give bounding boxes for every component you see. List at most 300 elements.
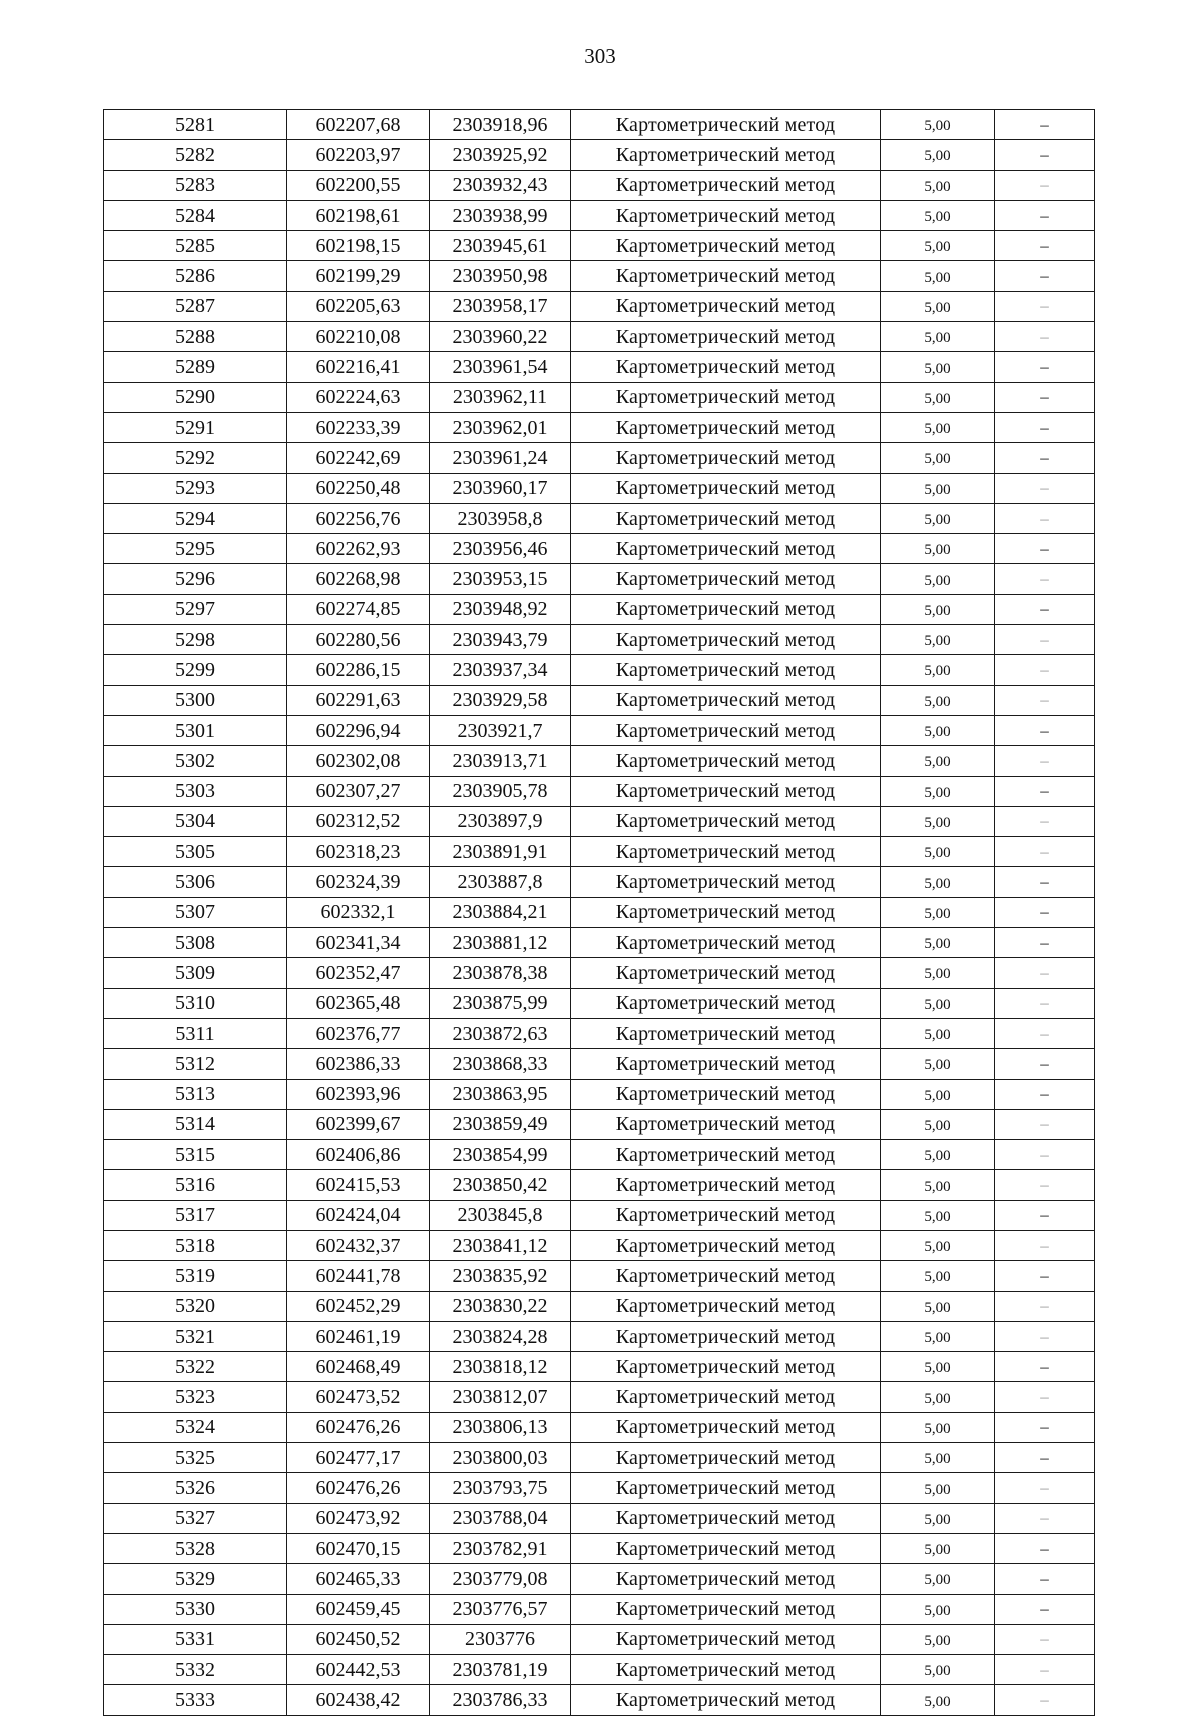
table-row bbox=[104, 1503, 1095, 1533]
method-cell: Картометрический метод bbox=[571, 200, 881, 230]
table-row bbox=[104, 958, 1095, 988]
y-coordinate-cell: 2303958,8 bbox=[430, 503, 571, 533]
accuracy-cell: 5,00 bbox=[881, 534, 995, 564]
page-number: 303 bbox=[584, 44, 616, 68]
note-cell: – bbox=[995, 1443, 1095, 1473]
note-cell: – bbox=[995, 170, 1095, 200]
point-number-cell: 5319 bbox=[104, 1261, 287, 1291]
accuracy-cell: 5,00 bbox=[881, 958, 995, 988]
y-coordinate-cell: 2303960,17 bbox=[430, 473, 571, 503]
table-row bbox=[104, 1412, 1095, 1442]
point-number-cell: 5294 bbox=[104, 503, 287, 533]
x-coordinate-cell: 602198,15 bbox=[287, 231, 430, 261]
point-number-cell: 5291 bbox=[104, 412, 287, 442]
accuracy-cell: 5,00 bbox=[881, 110, 995, 140]
y-coordinate-cell: 2303905,78 bbox=[430, 776, 571, 806]
x-coordinate-cell: 602459,45 bbox=[287, 1594, 430, 1624]
y-coordinate-cell: 2303779,08 bbox=[430, 1564, 571, 1594]
table-row bbox=[104, 1170, 1095, 1200]
x-coordinate-cell: 602207,68 bbox=[287, 110, 430, 140]
accuracy-cell: 5,00 bbox=[881, 625, 995, 655]
method-cell: Картометрический метод bbox=[571, 837, 881, 867]
accuracy-cell: 5,00 bbox=[881, 261, 995, 291]
accuracy-cell: 5,00 bbox=[881, 1382, 995, 1412]
x-coordinate-cell: 602432,37 bbox=[287, 1230, 430, 1260]
x-coordinate-cell: 602450,52 bbox=[287, 1624, 430, 1654]
table-row bbox=[104, 746, 1095, 776]
accuracy-cell: 5,00 bbox=[881, 200, 995, 230]
point-number-cell: 5333 bbox=[104, 1685, 287, 1715]
note-cell: – bbox=[995, 443, 1095, 473]
point-number-cell: 5299 bbox=[104, 655, 287, 685]
note-cell: – bbox=[995, 867, 1095, 897]
x-coordinate-cell: 602291,63 bbox=[287, 685, 430, 715]
y-coordinate-cell: 2303956,46 bbox=[430, 534, 571, 564]
note-cell: – bbox=[995, 1503, 1095, 1533]
table-row bbox=[104, 322, 1095, 352]
point-number-cell: 5314 bbox=[104, 1109, 287, 1139]
y-coordinate-cell: 2303929,58 bbox=[430, 685, 571, 715]
table-row bbox=[104, 625, 1095, 655]
accuracy-cell: 5,00 bbox=[881, 1533, 995, 1563]
point-number-cell: 5286 bbox=[104, 261, 287, 291]
note-cell: – bbox=[995, 322, 1095, 352]
method-cell: Картометрический метод bbox=[571, 1473, 881, 1503]
y-coordinate-cell: 2303884,21 bbox=[430, 897, 571, 927]
point-number-cell: 5329 bbox=[104, 1564, 287, 1594]
table-row bbox=[104, 1018, 1095, 1048]
x-coordinate-cell: 602280,56 bbox=[287, 625, 430, 655]
accuracy-cell: 5,00 bbox=[881, 897, 995, 927]
method-cell: Картометрический метод bbox=[571, 1412, 881, 1442]
accuracy-cell: 5,00 bbox=[881, 564, 995, 594]
method-cell: Картометрический метод bbox=[571, 867, 881, 897]
method-cell: Картометрический метод bbox=[571, 170, 881, 200]
table-row bbox=[104, 1109, 1095, 1139]
accuracy-cell: 5,00 bbox=[881, 352, 995, 382]
table-row bbox=[104, 564, 1095, 594]
y-coordinate-cell: 2303938,99 bbox=[430, 200, 571, 230]
y-coordinate-cell: 2303925,92 bbox=[430, 140, 571, 170]
note-cell: – bbox=[995, 1079, 1095, 1109]
table-row bbox=[104, 231, 1095, 261]
x-coordinate-cell: 602332,1 bbox=[287, 897, 430, 927]
note-cell: – bbox=[995, 594, 1095, 624]
y-coordinate-cell: 2303943,79 bbox=[430, 625, 571, 655]
method-cell: Картометрический метод bbox=[571, 625, 881, 655]
note-cell: – bbox=[995, 1533, 1095, 1563]
point-number-cell: 5296 bbox=[104, 564, 287, 594]
method-cell: Картометрический метод bbox=[571, 806, 881, 836]
y-coordinate-cell: 2303913,71 bbox=[430, 746, 571, 776]
note-cell: – bbox=[995, 200, 1095, 230]
accuracy-cell: 5,00 bbox=[881, 1140, 995, 1170]
note-cell: – bbox=[995, 1473, 1095, 1503]
y-coordinate-cell: 2303872,63 bbox=[430, 1018, 571, 1048]
method-cell: Картометрический метод bbox=[571, 412, 881, 442]
note-cell: – bbox=[995, 1412, 1095, 1442]
accuracy-cell: 5,00 bbox=[881, 382, 995, 412]
accuracy-cell: 5,00 bbox=[881, 1503, 995, 1533]
table-row bbox=[104, 534, 1095, 564]
y-coordinate-cell: 2303781,19 bbox=[430, 1655, 571, 1685]
note-cell: – bbox=[995, 1261, 1095, 1291]
table-row bbox=[104, 261, 1095, 291]
note-cell: – bbox=[995, 1018, 1095, 1048]
point-number-cell: 5293 bbox=[104, 473, 287, 503]
accuracy-cell: 5,00 bbox=[881, 1261, 995, 1291]
note-cell: – bbox=[995, 1685, 1095, 1715]
point-number-cell: 5315 bbox=[104, 1140, 287, 1170]
accuracy-cell: 5,00 bbox=[881, 715, 995, 745]
y-coordinate-cell: 2303782,91 bbox=[430, 1533, 571, 1563]
x-coordinate-cell: 602250,48 bbox=[287, 473, 430, 503]
x-coordinate-cell: 602386,33 bbox=[287, 1049, 430, 1079]
note-cell: – bbox=[995, 1291, 1095, 1321]
x-coordinate-cell: 602210,08 bbox=[287, 322, 430, 352]
table-row bbox=[104, 1685, 1095, 1715]
note-cell: – bbox=[995, 382, 1095, 412]
note-cell: – bbox=[995, 897, 1095, 927]
note-cell: – bbox=[995, 1140, 1095, 1170]
note-cell: – bbox=[995, 746, 1095, 776]
note-cell: – bbox=[995, 534, 1095, 564]
note-cell: – bbox=[995, 1352, 1095, 1382]
note-cell: – bbox=[995, 928, 1095, 958]
y-coordinate-cell: 2303961,54 bbox=[430, 352, 571, 382]
x-coordinate-cell: 602318,23 bbox=[287, 837, 430, 867]
method-cell: Картометрический метод bbox=[571, 1079, 881, 1109]
method-cell: Картометрический метод bbox=[571, 1655, 881, 1685]
method-cell: Картометрический метод bbox=[571, 473, 881, 503]
accuracy-cell: 5,00 bbox=[881, 1655, 995, 1685]
table-row bbox=[104, 503, 1095, 533]
point-number-cell: 5287 bbox=[104, 291, 287, 321]
method-cell: Картометрический метод bbox=[571, 564, 881, 594]
y-coordinate-cell: 2303918,96 bbox=[430, 110, 571, 140]
note-cell: – bbox=[995, 291, 1095, 321]
table-row bbox=[104, 200, 1095, 230]
y-coordinate-cell: 2303932,43 bbox=[430, 170, 571, 200]
accuracy-cell: 5,00 bbox=[881, 140, 995, 170]
point-number-cell: 5332 bbox=[104, 1655, 287, 1685]
y-coordinate-cell: 2303921,7 bbox=[430, 715, 571, 745]
y-coordinate-cell: 2303812,07 bbox=[430, 1382, 571, 1412]
table-row bbox=[104, 1655, 1095, 1685]
x-coordinate-cell: 602476,26 bbox=[287, 1412, 430, 1442]
table-row bbox=[104, 928, 1095, 958]
note-cell: – bbox=[995, 140, 1095, 170]
x-coordinate-cell: 602198,61 bbox=[287, 200, 430, 230]
method-cell: Картометрический метод bbox=[571, 1624, 881, 1654]
method-cell: Картометрический метод bbox=[571, 1564, 881, 1594]
point-number-cell: 5309 bbox=[104, 958, 287, 988]
x-coordinate-cell: 602465,33 bbox=[287, 1564, 430, 1594]
note-cell: – bbox=[995, 1655, 1095, 1685]
x-coordinate-cell: 602441,78 bbox=[287, 1261, 430, 1291]
method-cell: Картометрический метод bbox=[571, 503, 881, 533]
point-number-cell: 5323 bbox=[104, 1382, 287, 1412]
x-coordinate-cell: 602473,52 bbox=[287, 1382, 430, 1412]
x-coordinate-cell: 602242,69 bbox=[287, 443, 430, 473]
accuracy-cell: 5,00 bbox=[881, 685, 995, 715]
table-row bbox=[104, 382, 1095, 412]
table-row bbox=[104, 1049, 1095, 1079]
x-coordinate-cell: 602302,08 bbox=[287, 746, 430, 776]
point-number-cell: 5284 bbox=[104, 200, 287, 230]
x-coordinate-cell: 602477,17 bbox=[287, 1443, 430, 1473]
accuracy-cell: 5,00 bbox=[881, 1049, 995, 1079]
table-row bbox=[104, 806, 1095, 836]
point-number-cell: 5331 bbox=[104, 1624, 287, 1654]
note-cell: – bbox=[995, 1200, 1095, 1230]
note-cell: – bbox=[995, 473, 1095, 503]
table-row bbox=[104, 1564, 1095, 1594]
x-coordinate-cell: 602216,41 bbox=[287, 352, 430, 382]
y-coordinate-cell: 2303875,99 bbox=[430, 988, 571, 1018]
point-number-cell: 5305 bbox=[104, 837, 287, 867]
method-cell: Картометрический метод bbox=[571, 897, 881, 927]
method-cell: Картометрический метод bbox=[571, 352, 881, 382]
note-cell: – bbox=[995, 1109, 1095, 1139]
table-row bbox=[104, 1200, 1095, 1230]
accuracy-cell: 5,00 bbox=[881, 503, 995, 533]
table-row bbox=[104, 110, 1095, 140]
table-row bbox=[104, 1473, 1095, 1503]
note-cell: – bbox=[995, 352, 1095, 382]
method-cell: Картометрический метод bbox=[571, 443, 881, 473]
point-number-cell: 5326 bbox=[104, 1473, 287, 1503]
method-cell: Картометрический метод bbox=[571, 1049, 881, 1079]
point-number-cell: 5304 bbox=[104, 806, 287, 836]
point-number-cell: 5310 bbox=[104, 988, 287, 1018]
method-cell: Картометрический метод bbox=[571, 140, 881, 170]
table-row bbox=[104, 594, 1095, 624]
accuracy-cell: 5,00 bbox=[881, 837, 995, 867]
table-row bbox=[104, 1352, 1095, 1382]
point-number-cell: 5303 bbox=[104, 776, 287, 806]
x-coordinate-cell: 602415,53 bbox=[287, 1170, 430, 1200]
accuracy-cell: 5,00 bbox=[881, 1109, 995, 1139]
point-number-cell: 5330 bbox=[104, 1594, 287, 1624]
method-cell: Картометрический метод bbox=[571, 1352, 881, 1382]
note-cell: – bbox=[995, 715, 1095, 745]
x-coordinate-cell: 602406,86 bbox=[287, 1140, 430, 1170]
x-coordinate-cell: 602307,27 bbox=[287, 776, 430, 806]
point-number-cell: 5288 bbox=[104, 322, 287, 352]
method-cell: Картометрический метод bbox=[571, 261, 881, 291]
y-coordinate-cell: 2303776 bbox=[430, 1624, 571, 1654]
accuracy-cell: 5,00 bbox=[881, 776, 995, 806]
method-cell: Картометрический метод bbox=[571, 1018, 881, 1048]
point-number-cell: 5297 bbox=[104, 594, 287, 624]
table-row bbox=[104, 1140, 1095, 1170]
method-cell: Картометрический метод bbox=[571, 594, 881, 624]
note-cell: – bbox=[995, 1564, 1095, 1594]
y-coordinate-cell: 2303937,34 bbox=[430, 655, 571, 685]
y-coordinate-cell: 2303863,95 bbox=[430, 1079, 571, 1109]
method-cell: Картометрический метод bbox=[571, 1291, 881, 1321]
y-coordinate-cell: 2303824,28 bbox=[430, 1321, 571, 1351]
x-coordinate-cell: 602352,47 bbox=[287, 958, 430, 988]
table-row bbox=[104, 867, 1095, 897]
accuracy-cell: 5,00 bbox=[881, 1564, 995, 1594]
y-coordinate-cell: 2303950,98 bbox=[430, 261, 571, 291]
note-cell: – bbox=[995, 958, 1095, 988]
x-coordinate-cell: 602473,92 bbox=[287, 1503, 430, 1533]
note-cell: – bbox=[995, 231, 1095, 261]
accuracy-cell: 5,00 bbox=[881, 1291, 995, 1321]
accuracy-cell: 5,00 bbox=[881, 1079, 995, 1109]
note-cell: – bbox=[995, 1594, 1095, 1624]
y-coordinate-cell: 2303958,17 bbox=[430, 291, 571, 321]
method-cell: Картометрический метод bbox=[571, 1443, 881, 1473]
point-number-cell: 5289 bbox=[104, 352, 287, 382]
method-cell: Картометрический метод bbox=[571, 746, 881, 776]
method-cell: Картометрический метод bbox=[571, 685, 881, 715]
point-number-cell: 5313 bbox=[104, 1079, 287, 1109]
y-coordinate-cell: 2303945,61 bbox=[430, 231, 571, 261]
point-number-cell: 5308 bbox=[104, 928, 287, 958]
point-number-cell: 5282 bbox=[104, 140, 287, 170]
y-coordinate-cell: 2303841,12 bbox=[430, 1230, 571, 1260]
y-coordinate-cell: 2303830,22 bbox=[430, 1291, 571, 1321]
table-row bbox=[104, 140, 1095, 170]
method-cell: Картометрический метод bbox=[571, 382, 881, 412]
x-coordinate-cell: 602262,93 bbox=[287, 534, 430, 564]
method-cell: Картометрический метод bbox=[571, 928, 881, 958]
accuracy-cell: 5,00 bbox=[881, 1412, 995, 1442]
point-number-cell: 5283 bbox=[104, 170, 287, 200]
accuracy-cell: 5,00 bbox=[881, 1473, 995, 1503]
x-coordinate-cell: 602312,52 bbox=[287, 806, 430, 836]
point-number-cell: 5317 bbox=[104, 1200, 287, 1230]
method-cell: Картометрический метод bbox=[571, 231, 881, 261]
method-cell: Картометрический метод bbox=[571, 1382, 881, 1412]
accuracy-cell: 5,00 bbox=[881, 594, 995, 624]
note-cell: – bbox=[995, 412, 1095, 442]
point-number-cell: 5307 bbox=[104, 897, 287, 927]
table-row bbox=[104, 1321, 1095, 1351]
point-number-cell: 5312 bbox=[104, 1049, 287, 1079]
note-cell: – bbox=[995, 503, 1095, 533]
accuracy-cell: 5,00 bbox=[881, 867, 995, 897]
note-cell: – bbox=[995, 625, 1095, 655]
x-coordinate-cell: 602296,94 bbox=[287, 715, 430, 745]
table-row bbox=[104, 170, 1095, 200]
y-coordinate-cell: 2303868,33 bbox=[430, 1049, 571, 1079]
table-row bbox=[104, 1079, 1095, 1109]
y-coordinate-cell: 2303961,24 bbox=[430, 443, 571, 473]
table-row bbox=[104, 412, 1095, 442]
table-row bbox=[104, 685, 1095, 715]
point-number-cell: 5328 bbox=[104, 1533, 287, 1563]
note-cell: – bbox=[995, 1321, 1095, 1351]
accuracy-cell: 5,00 bbox=[881, 1594, 995, 1624]
method-cell: Картометрический метод bbox=[571, 715, 881, 745]
y-coordinate-cell: 2303878,38 bbox=[430, 958, 571, 988]
x-coordinate-cell: 602461,19 bbox=[287, 1321, 430, 1351]
method-cell: Картометрический метод bbox=[571, 1109, 881, 1139]
y-coordinate-cell: 2303891,91 bbox=[430, 837, 571, 867]
y-coordinate-cell: 2303786,33 bbox=[430, 1685, 571, 1715]
accuracy-cell: 5,00 bbox=[881, 746, 995, 776]
point-number-cell: 5295 bbox=[104, 534, 287, 564]
method-cell: Картометрический метод bbox=[571, 1533, 881, 1563]
table-row bbox=[104, 473, 1095, 503]
point-number-cell: 5316 bbox=[104, 1170, 287, 1200]
x-coordinate-cell: 602424,04 bbox=[287, 1200, 430, 1230]
x-coordinate-cell: 602233,39 bbox=[287, 412, 430, 442]
y-coordinate-cell: 2303887,8 bbox=[430, 867, 571, 897]
note-cell: – bbox=[995, 685, 1095, 715]
x-coordinate-cell: 602274,85 bbox=[287, 594, 430, 624]
point-number-cell: 5300 bbox=[104, 685, 287, 715]
point-number-cell: 5321 bbox=[104, 1321, 287, 1351]
method-cell: Картометрический метод bbox=[571, 958, 881, 988]
point-number-cell: 5302 bbox=[104, 746, 287, 776]
x-coordinate-cell: 602468,49 bbox=[287, 1352, 430, 1382]
accuracy-cell: 5,00 bbox=[881, 473, 995, 503]
accuracy-cell: 5,00 bbox=[881, 1352, 995, 1382]
table-row bbox=[104, 1533, 1095, 1563]
method-cell: Картометрический метод bbox=[571, 1685, 881, 1715]
y-coordinate-cell: 2303960,22 bbox=[430, 322, 571, 352]
x-coordinate-cell: 602256,76 bbox=[287, 503, 430, 533]
note-cell: – bbox=[995, 837, 1095, 867]
coordinates-table bbox=[103, 109, 1095, 1716]
y-coordinate-cell: 2303818,12 bbox=[430, 1352, 571, 1382]
table-row bbox=[104, 1291, 1095, 1321]
point-number-cell: 5325 bbox=[104, 1443, 287, 1473]
method-cell: Картометрический метод bbox=[571, 655, 881, 685]
y-coordinate-cell: 2303845,8 bbox=[430, 1200, 571, 1230]
note-cell: – bbox=[995, 1624, 1095, 1654]
y-coordinate-cell: 2303897,9 bbox=[430, 806, 571, 836]
accuracy-cell: 5,00 bbox=[881, 1685, 995, 1715]
method-cell: Картометрический метод bbox=[571, 776, 881, 806]
accuracy-cell: 5,00 bbox=[881, 231, 995, 261]
accuracy-cell: 5,00 bbox=[881, 1624, 995, 1654]
x-coordinate-cell: 602470,15 bbox=[287, 1533, 430, 1563]
table-row bbox=[104, 715, 1095, 745]
y-coordinate-cell: 2303835,92 bbox=[430, 1261, 571, 1291]
point-number-cell: 5324 bbox=[104, 1412, 287, 1442]
method-cell: Картометрический метод bbox=[571, 1170, 881, 1200]
table-row bbox=[104, 1624, 1095, 1654]
method-cell: Картометрический метод bbox=[571, 1200, 881, 1230]
note-cell: – bbox=[995, 655, 1095, 685]
y-coordinate-cell: 2303953,15 bbox=[430, 564, 571, 594]
coordinates-table-body bbox=[104, 110, 1095, 1716]
point-number-cell: 5290 bbox=[104, 382, 287, 412]
x-coordinate-cell: 602268,98 bbox=[287, 564, 430, 594]
x-coordinate-cell: 602199,29 bbox=[287, 261, 430, 291]
x-coordinate-cell: 602286,15 bbox=[287, 655, 430, 685]
note-cell: – bbox=[995, 1049, 1095, 1079]
table-row bbox=[104, 1230, 1095, 1260]
x-coordinate-cell: 602442,53 bbox=[287, 1655, 430, 1685]
accuracy-cell: 5,00 bbox=[881, 806, 995, 836]
note-cell: – bbox=[995, 1382, 1095, 1412]
y-coordinate-cell: 2303962,11 bbox=[430, 382, 571, 412]
point-number-cell: 5281 bbox=[104, 110, 287, 140]
y-coordinate-cell: 2303859,49 bbox=[430, 1109, 571, 1139]
note-cell: – bbox=[995, 261, 1095, 291]
x-coordinate-cell: 602476,26 bbox=[287, 1473, 430, 1503]
table-row bbox=[104, 1261, 1095, 1291]
table-row bbox=[104, 1594, 1095, 1624]
